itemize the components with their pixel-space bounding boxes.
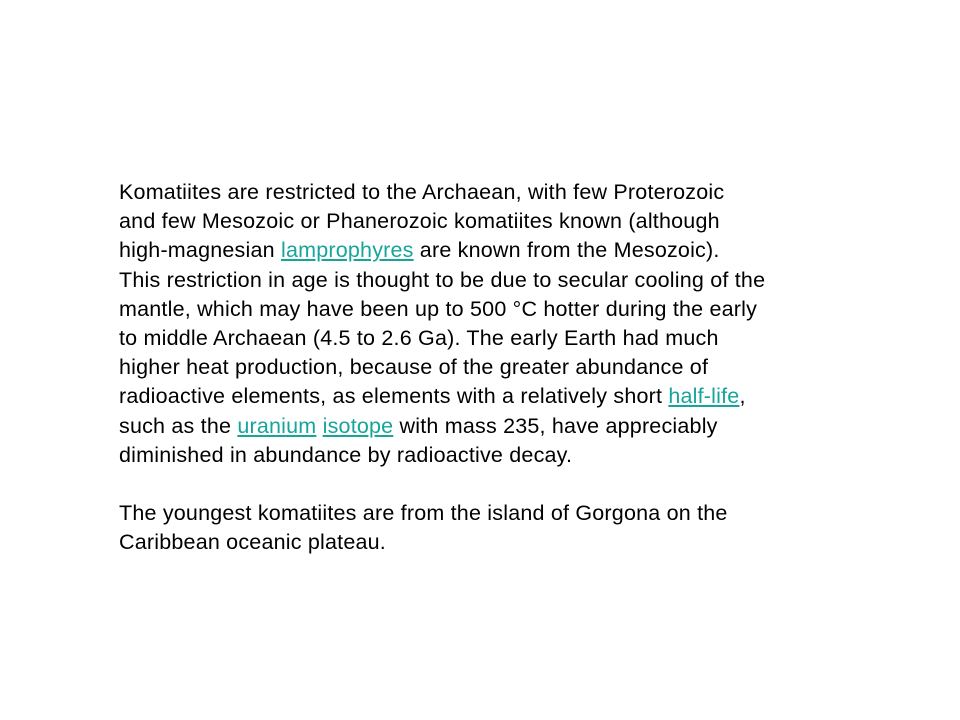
text-line: higher heat production, because of the greater abundance of xyxy=(119,355,709,380)
text-run: , xyxy=(739,384,746,409)
text-line: Caribbean oceanic plateau. xyxy=(119,530,386,555)
text-run: are known from the Mesozoic). xyxy=(413,238,720,263)
body-text xyxy=(119,178,839,557)
text-line: to middle Archaean (4.5 to 2.6 Ga). The early Earth had much xyxy=(119,325,719,350)
text-line: and few Mesozoic or Phanerozoic komatiites known (although xyxy=(119,209,720,234)
text-run: with mass 235, have appreciably xyxy=(393,413,718,438)
text-run: radioactive elements, as elements with a relatively short xyxy=(119,384,669,409)
text-line: The youngest komatiites are from the island of Gorgona on the xyxy=(119,501,728,526)
paragraph-youngest-komatiites xyxy=(119,499,839,557)
text-line xyxy=(119,382,839,411)
paragraph-komatiite-age xyxy=(119,178,839,470)
half-life-link[interactable]: half-life xyxy=(668,384,740,409)
text-line: diminished in abundance by radioactive decay. xyxy=(119,442,573,467)
text-line: This restriction in age is thought to be due to secular cooling of the xyxy=(119,267,766,292)
lamprophyres-link[interactable]: lamprophyres xyxy=(280,238,414,263)
paragraph-spacer xyxy=(119,470,839,499)
uranium-link[interactable]: uranium xyxy=(237,413,317,438)
text-run: high-magnesian xyxy=(119,238,281,263)
text-line xyxy=(119,412,839,441)
text-line: Komatiites are restricted to the Archaean, with few Proterozoic xyxy=(119,180,725,204)
text-line xyxy=(119,236,839,265)
text-line: mantle, which may have been up to 500 °C hotter during the early xyxy=(119,296,758,321)
isotope-link[interactable]: isotope xyxy=(322,413,394,438)
text-run: such as the xyxy=(119,413,238,438)
